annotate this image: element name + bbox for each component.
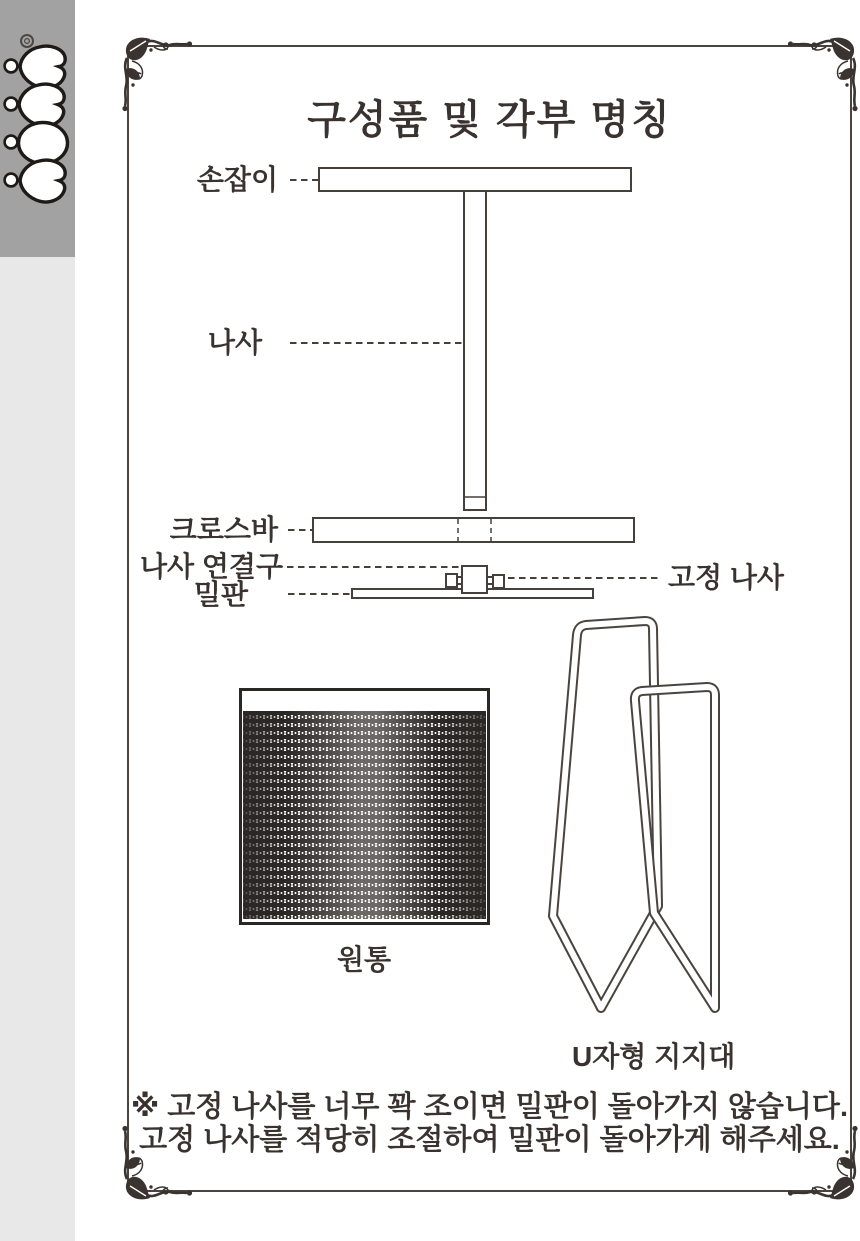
label-crossbar: 크로스바 — [169, 514, 278, 545]
label-screw: 나사 — [207, 327, 262, 358]
label-cylinder: 원통 — [336, 944, 392, 975]
u-support-shape — [553, 621, 715, 1008]
caution-note — [127, 1091, 852, 1157]
label-handle: 손잡이 — [196, 164, 278, 195]
label-screw-connector: 나사 연결구 — [139, 551, 283, 582]
cylinder-perforation-pattern — [243, 711, 486, 919]
label-push-plate: 밀판 — [193, 579, 248, 610]
caution-note-line1: ※ 고정 나사를 너무 꽉 조이면 밀판이 돌아가지 않습니다. — [130, 1091, 849, 1123]
caution-note-line2: 고정 나사를 적당히 조절하여 밀판이 돌아가게 해주세요. — [139, 1124, 840, 1156]
fixing-screw-right-shape — [493, 575, 504, 588]
label-fixing-screw: 고정 나사 — [668, 562, 784, 593]
fixing-screw-left-shape — [446, 574, 457, 587]
cylinder-drum-shape — [239, 688, 490, 925]
crossbar-shape — [313, 518, 634, 542]
handle-bar-shape — [319, 168, 631, 191]
label-u-support: U자형 지지대 — [572, 1041, 736, 1072]
screw-connector-shape — [462, 566, 487, 593]
page-title: 구성품 및 각부 명칭 — [307, 98, 672, 142]
screw-shaft-shape — [464, 190, 486, 510]
